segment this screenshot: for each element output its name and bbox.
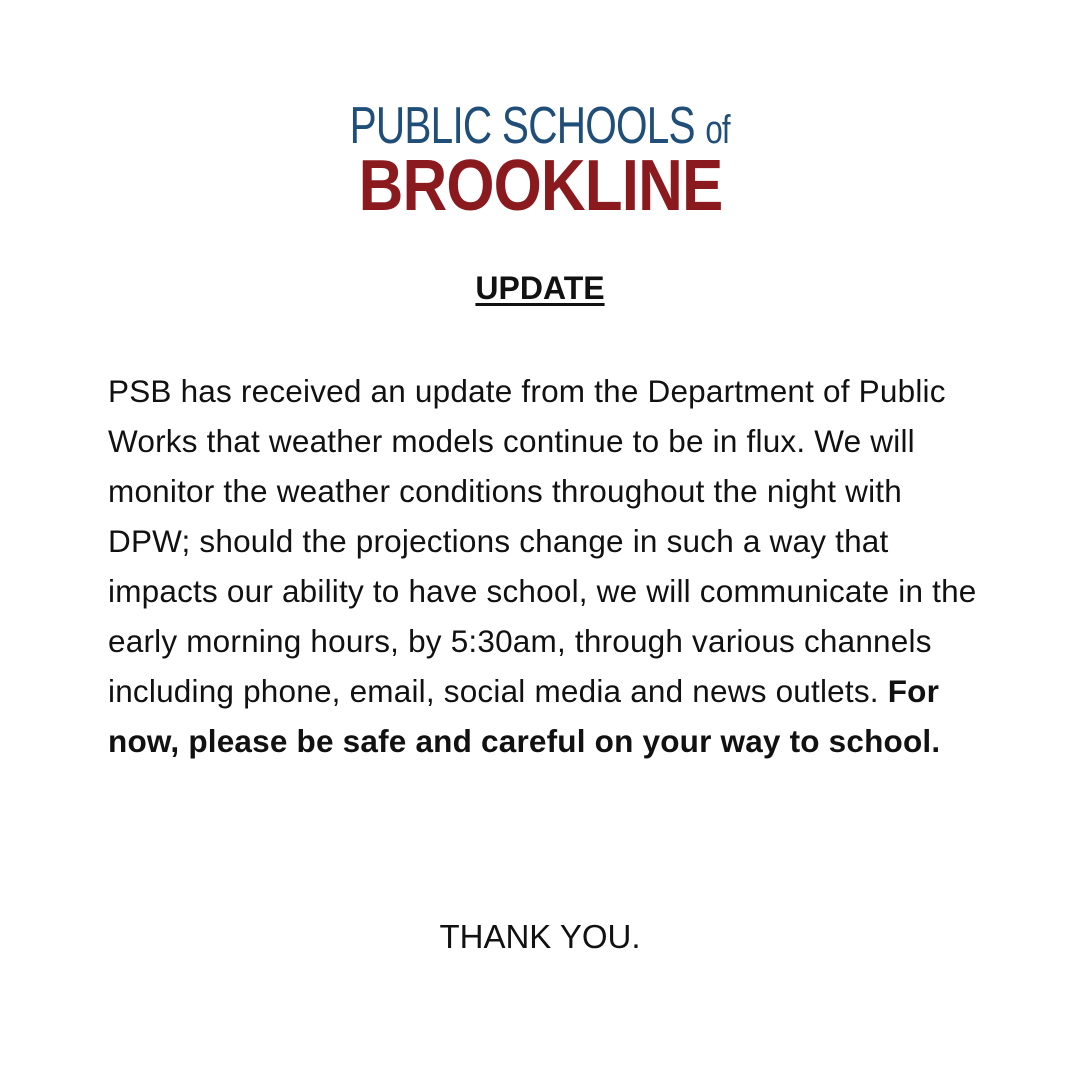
update-heading: UPDATE: [475, 270, 605, 306]
logo-line-brookline: BROOKLINE: [358, 146, 722, 226]
update-message-text: PSB has received an update from the Department of Public Works that weather models continue to be in flux. We will monitor the weather conditions throughout the night with DPW; should the projections change in such a way that impacts our ability to have school, we will communicate in the early morning hours, by 5:30am, through various channels including phone, email, social media and news outlets.: [108, 373, 977, 709]
update-message: [108, 366, 978, 766]
update-message-emphasis: For now, please be safe and careful on your way to school.: [108, 673, 941, 759]
logo-line-public-schools: PUBLIC SCHOOLS of: [349, 97, 731, 155]
closing-thank-you: THANK YOU.: [439, 918, 641, 955]
logo: [0, 97, 1080, 226]
